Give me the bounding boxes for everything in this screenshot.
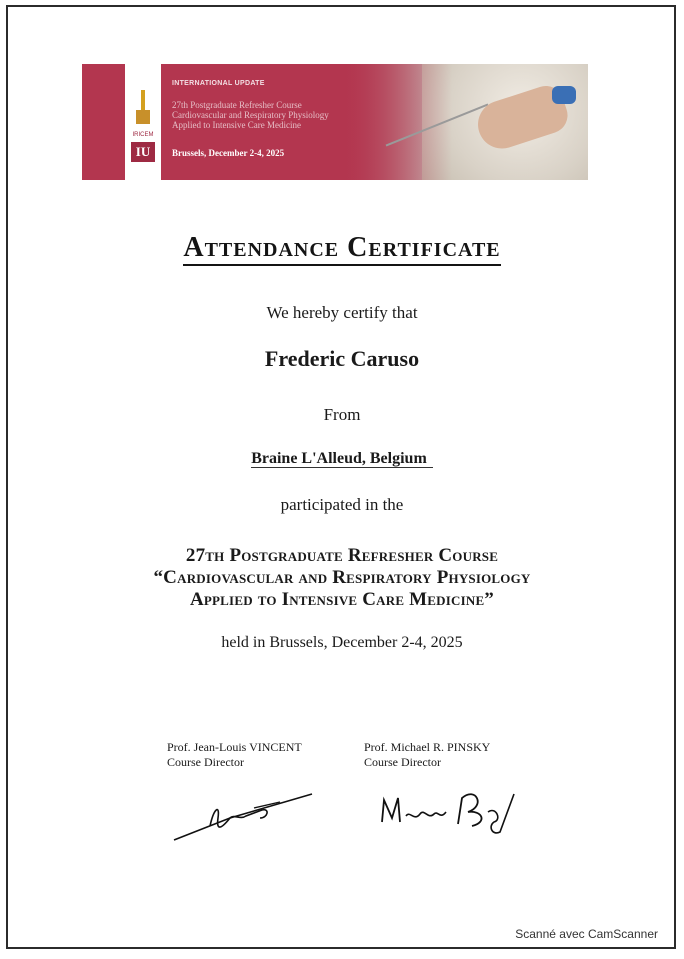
signatory-role: Course Director <box>364 755 441 769</box>
signatory-vincent <box>167 740 302 770</box>
header-banner <box>82 64 588 180</box>
banner-kicker: INTERNATIONAL UPDATE <box>172 80 265 87</box>
signatory-name: Prof. Michael R. PINSKY <box>364 740 491 754</box>
recipient-name: Frederic Caruso <box>264 346 420 371</box>
signatory-name: Prof. Jean-Louis VINCENT <box>167 740 302 754</box>
iu-logo: IU <box>131 142 155 162</box>
recipient-location: Braine L'Alleud, Belgium <box>0 450 684 468</box>
course-title-line3: Applied to Intensive Care Medicine” <box>189 589 495 610</box>
course-title-line1: 27th Postgraduate Refresher Course <box>185 545 499 566</box>
signature-vincent <box>170 788 320 848</box>
pulse-oximeter-icon <box>552 86 576 104</box>
from-label: From <box>323 405 361 424</box>
banner-course: 27th Postgraduate Refresher Course Cardiovascular and Respiratory Physiology Applied to Intensive Care Medicine <box>172 100 329 130</box>
certify-line: We hereby certify that <box>266 303 418 322</box>
signatory-pinsky <box>364 740 490 770</box>
certificate-title: Attendance Certificate <box>0 232 684 264</box>
held-line: held in Brussels, December 2-4, 2025 <box>221 634 463 651</box>
course-title-line2: “Cardiovascular and Respiratory Physiology <box>153 567 531 588</box>
camscanner-watermark: Scanné avec CamScanner <box>515 927 658 941</box>
tower-icon <box>136 90 150 130</box>
participated-line: participated in the <box>280 495 404 514</box>
logo-subtitle: IRICEM <box>132 132 154 138</box>
banner-city-dates: Brussels, December 2-4, 2025 <box>172 148 285 158</box>
signatory-role: Course Director <box>167 755 244 769</box>
signature-pinsky <box>376 782 526 842</box>
